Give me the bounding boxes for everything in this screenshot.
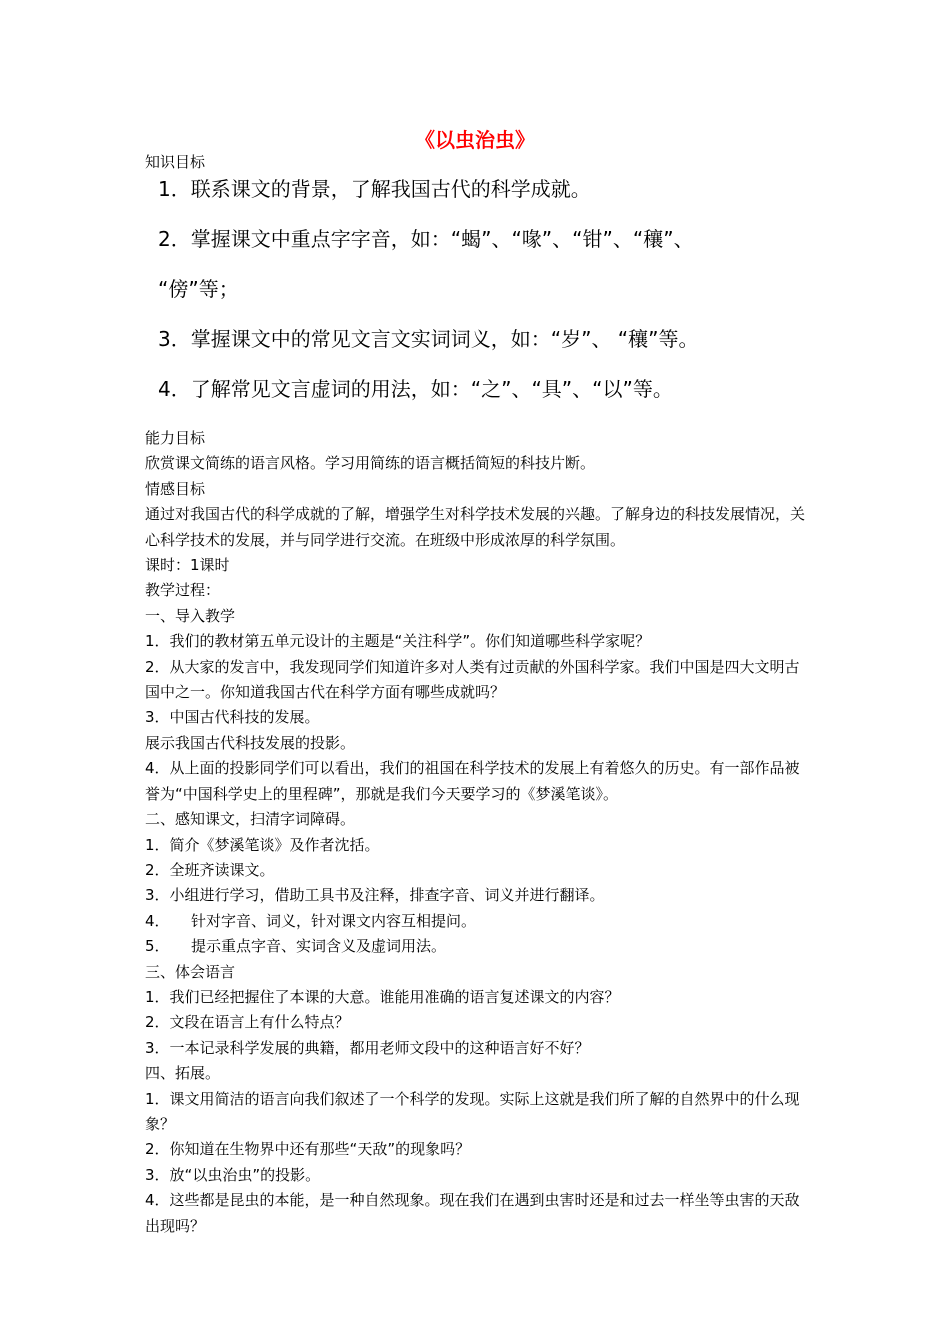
knowledge-item-4: 4．了解常见文言虚词的用法，如：“之”、“具”、“以”等。 [158,377,673,401]
document-body [145,426,810,1239]
knowledge-item-3: 3．掌握课文中的常见文言文实词词义，如：“岁”、 “穰”等。 [158,327,699,351]
section-4-heading: 四、拓展。 [145,1064,221,1083]
section-2-heading: 二、感知课文，扫清字词障碍。 [145,810,356,829]
knowledge-item-1: 1．联系课文的背景，了解我国古代的科学成就。 [158,177,591,201]
section-1-item: 4．从上面的投影同学们可以看出，我们的祖国在科学技术的发展上有着悠久的历史。有一部作品被誉为“中国科学史上的里程碑”，那就是我们今天要学习的《梦溪笔谈》。 [145,759,800,803]
ability-heading: 能力目标 [145,429,206,447]
ability-text: 欣赏课文简练的语言风格。学习用简练的语言概括简短的科技片断。 [145,454,596,473]
section-1-item: 3．中国古代科技的发展。 [145,708,320,727]
section-2-item: 2．全班齐读课文。 [145,860,275,879]
emotion-text: 通过对我国古代的科学成就的了解，增强学生对科学技术发展的兴趣。了解身边的科技发展情况，关心科学技术的发展，并与同学进行交流。在班级中形成浓厚的科学氛围。 [145,505,806,549]
section-4-item: 1．课文用简洁的语言向我们叙述了一个科学的发现。实际上这就是我们所了解的自然界中的什么现象？ [145,1089,800,1133]
item-text: 针对字音、词义，针对课文内容互相提问。 [191,911,477,930]
emotion-heading: 情感目标 [145,479,206,498]
section-4-item: 4．这些都是昆虫的本能，是一种自然现象。现在我们在遇到虫害时还是和过去一样坐等虫害的天敌出现吗？ [145,1191,800,1235]
item-number: 5． [145,937,170,956]
section-3-item: 2．文段在语言上有什么特点？ [145,1013,350,1032]
item-number: 4． [145,911,170,930]
section-1-item: 2．从大家的发言中，我发现同学们知道许多对人类有过贡献的外国科学家。我们中国是四大文明古国中之一。你知道我国古代在科学方面有哪些成就吗？ [145,657,800,702]
section-4-item: 2．你知道在生物界中还有那些“天敌”的现象吗？ [145,1140,471,1159]
section-3-heading: 三、体会语言 [145,962,236,981]
section-1-item: 展示我国古代科技发展的投影。 [145,733,356,752]
knowledge-item-2: 2．掌握课文中重点字字音，如：“蝎”、“喙”、“钳”、“穰”、 [158,227,694,251]
section-1-heading: 一、导入教学 [145,606,236,625]
knowledge-heading: 知识目标 [145,153,206,171]
section-4-item: 3．放“以虫治虫”的投影。 [145,1165,321,1184]
section-3-item: 3．一本记录科学发展的典籍，都用老师文段中的这种语言好不好？ [145,1038,590,1057]
item-text: 提示重点字音、实词含义及虚词用法。 [191,937,447,956]
section-2-item [145,909,810,934]
document-title: 《以虫治虫》 [415,128,535,152]
section-2-item [145,934,810,959]
section-3-item: 1．我们已经把握住了本课的大意。谁能用准确的语言复述课文的内容？ [145,987,620,1006]
process-heading: 教学过程： [145,581,221,600]
section-2-item: 3．小组进行学习，借助工具书及注释，排查字音、词义并进行翻译。 [145,886,605,905]
period-text: 课时：1课时 [145,556,230,575]
knowledge-item-2-cont: “傍”等； [158,277,239,301]
section-1-item: 1．我们的教材第五单元设计的主题是“关注科学”。你们知道哪些科学家呢？ [145,632,651,651]
section-2-item: 1．简介《梦溪笔谈》及作者沈括。 [145,835,380,854]
